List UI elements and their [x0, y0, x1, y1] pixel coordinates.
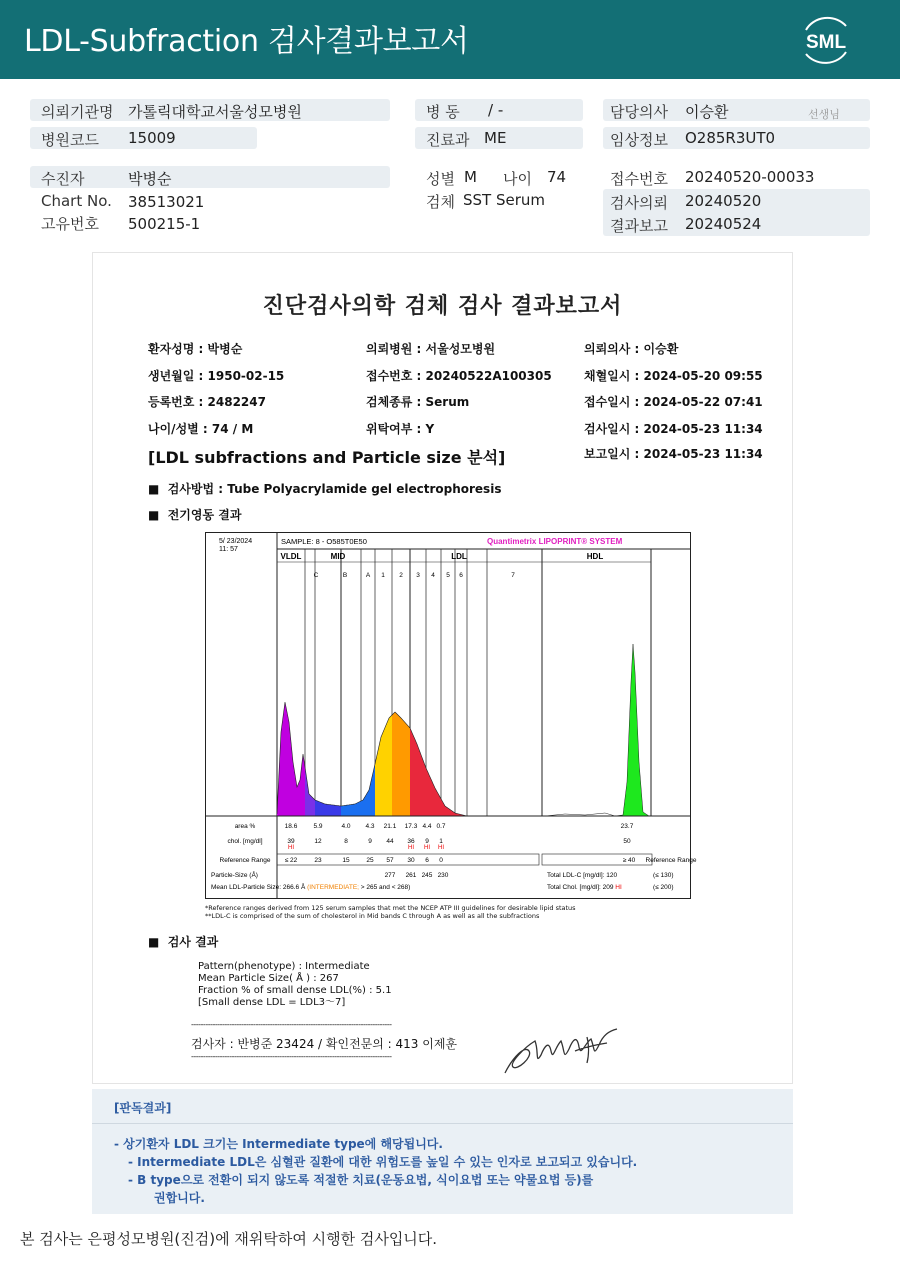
dash-top: ------------------------------------------------------------------------------------ — [191, 1020, 392, 1029]
patient-value: 박병순 — [128, 170, 172, 188]
hcode-label: 병원코드 — [41, 131, 99, 149]
psize-value: 277 — [384, 872, 396, 879]
band-label: 2 — [399, 572, 403, 579]
hospital-label: 의뢰기관명 — [41, 103, 114, 121]
ref-value: 0 — [439, 857, 443, 864]
ref-value: 25 — [366, 857, 374, 864]
footnote-1: *Reference ranges derived from 125 serum samples that met the NCEP ATP III guidelines for desirable lipid status — [205, 904, 576, 912]
total-chol: Total Chol. [mg/dl]: 209 HI — [547, 884, 622, 891]
area-value: 4.3 — [365, 823, 375, 830]
area-value: 4.0 — [341, 823, 351, 830]
chart-brand: Quantimetrix LIPOPRINT® SYSTEM — [487, 537, 623, 546]
report-title: LDL-Subfraction 검사결과보고서 — [24, 24, 469, 59]
dash-bottom: ------------------------------------------------------------------------------------ — [191, 1052, 392, 1061]
scanned-report — [92, 252, 793, 1084]
area-value: 5.9 — [313, 823, 323, 830]
footnote-2: **LDL-C is comprised of the sum of cholesterol in Mid bands C through A as well as all the subfractions — [205, 912, 540, 920]
ref-label-right: Reference Range — [645, 857, 697, 864]
total-chol-flag: HI — [615, 884, 622, 891]
psize-value: 261 — [405, 872, 417, 879]
band-label: B — [342, 572, 348, 579]
area-label: area % — [234, 823, 256, 830]
chart-value: 38513021 — [128, 193, 205, 211]
electro-text: 전기영동 결과 — [167, 508, 242, 522]
chol-label: chol. [mg/dl] — [227, 838, 263, 845]
psize-label: Particle-Size (Å) — [211, 872, 258, 879]
ref-value: 30 — [407, 857, 415, 864]
dept-value: ME — [484, 129, 507, 147]
doctor-signature — [495, 1021, 625, 1083]
age-label: 나이 — [503, 170, 532, 188]
area-value: 17.3 — [404, 823, 418, 830]
doc-regno: 등록번호 : 2482247 — [148, 395, 266, 409]
chart-label: Chart No. — [41, 192, 112, 210]
doc-agesex: 나이/성별 : 74 / M — [148, 422, 254, 436]
panel-line-3: - B type으로 전환이 되지 않도록 적절한 치료(운동요법, 식이요법 또는 약물요법 등)를 — [128, 1173, 594, 1187]
chol-value: 39 — [287, 838, 295, 845]
report-header — [0, 0, 900, 79]
band-label: 1 — [381, 572, 385, 579]
chol-value: 12 — [314, 838, 322, 845]
area-value: 4.4 — [422, 823, 432, 830]
doc-patient-name: 환자성명 : 박병순 — [148, 342, 243, 356]
inspector-line: 검사자 : 반병준 23424 / 확인전문의 : 413 이제훈 — [191, 1037, 458, 1051]
age-value: 74 — [547, 168, 567, 186]
panel-line-2: - Intermediate LDL은 심혈관 질환에 대한 위험도를 높일 수 있는 인자로 보고되고 있습니다. — [128, 1155, 638, 1169]
method-bullet: ■ 검사방법 : Tube Polyacrylamide gel electrophoresis — [148, 482, 502, 496]
doc-heading: [LDL subfractions and Particle size 분석] — [148, 448, 506, 467]
interpretation-panel — [92, 1089, 793, 1214]
chart-sample: SAMPLE: 8 - O585T0E50 — [281, 537, 367, 546]
hi-flag: HI — [438, 845, 444, 851]
doc-birth: 생년월일 : 1950-02-15 — [148, 369, 285, 383]
sex-value: M — [464, 168, 477, 186]
ref-value: 23 — [314, 857, 322, 864]
doc-consign: 위탁여부 : Y — [366, 422, 435, 436]
clinical-value: O285R3UT0 — [685, 129, 776, 147]
band-label: 4 — [431, 572, 435, 579]
chart-time: 11: 57 — [219, 546, 238, 553]
chol-value: 1 — [439, 838, 443, 845]
logo-text: SML — [805, 32, 847, 53]
area-value: 0.7 — [436, 823, 446, 830]
chol-value: 44 — [386, 838, 394, 845]
clinical-label: 임상정보 — [610, 131, 668, 149]
doctor-suffix: 선생님 — [808, 108, 840, 121]
chol-value: 36 — [407, 838, 415, 845]
recno-value: 20240520-00033 — [685, 168, 815, 186]
result-pattern: Pattern(phenotype) : Intermediate — [198, 961, 370, 972]
result-sdldl: [Small dense LDL = LDL3～7] — [198, 997, 346, 1008]
mean-size: Mean LDL-Particle Size: 266.6 Å (INTERMEDIATE; > 265 and < 268) — [211, 884, 411, 891]
doc-title: 진단검사의학 검체 검사 결과보고서 — [262, 294, 623, 319]
ward-label: 병 동 — [426, 103, 460, 121]
doctor-label: 담당의사 — [610, 103, 668, 121]
result-size: Mean Particle Size( Å ) : 267 — [198, 973, 339, 984]
sex-label: 성별 — [426, 170, 455, 188]
band-label: C — [313, 572, 319, 579]
total-chol-ref: (≤ 200) — [653, 884, 674, 891]
doc-doctor: 의뢰의사 : 이승환 — [584, 342, 679, 356]
ref-value: 6 — [425, 857, 429, 864]
group-label: LDL — [451, 552, 467, 561]
psize-value: 245 — [421, 872, 433, 879]
report-value: 20240524 — [685, 215, 762, 233]
doctor-value: 이승환 — [685, 103, 729, 121]
doc-reported: 보고일시 : 2024-05-23 11:34 — [584, 447, 763, 461]
total-ldl: Total LDL-C [mg/dl]: 120 — [547, 872, 618, 879]
mean-rule: > 265 and < 268) — [360, 884, 411, 891]
req-label: 검사의뢰 — [610, 194, 668, 212]
panel-title: [판독결과] — [114, 1101, 172, 1115]
band-label: 6 — [459, 572, 463, 579]
specimen-value: SST Serum — [463, 191, 546, 209]
hdl-ref: ≥ 40 — [622, 857, 636, 864]
group-label: HDL — [586, 552, 604, 561]
electrophoresis-chart — [205, 532, 697, 902]
curve-segment — [392, 712, 410, 816]
group-label: VLDL — [280, 552, 302, 561]
hdl-chol: 50 — [623, 838, 631, 845]
group-label: MID — [330, 552, 346, 561]
method-text: 검사방법 : Tube Polyacrylamide gel electrophoresis — [167, 482, 502, 496]
hi-flag: HI — [424, 845, 430, 851]
doc-specimen: 검체종류 : Serum — [366, 395, 470, 409]
band-label: 7 — [511, 572, 515, 579]
report-label: 결과보고 — [610, 217, 668, 235]
ward-value: / - — [488, 101, 504, 119]
chol-value: 9 — [368, 838, 372, 845]
area-value: 21.1 — [383, 823, 397, 830]
chart-date: 5/ 23/2024 — [219, 538, 253, 545]
doc-recno: 접수번호 : 20240522A100305 — [366, 369, 552, 383]
total-ldl-ref: (≤ 130) — [653, 872, 674, 879]
patient-label: 수진자 — [41, 170, 85, 188]
doc-tested: 검사일시 : 2024-05-23 11:34 — [584, 422, 763, 436]
hospital-value: 가톨릭대학교서울성모병원 — [128, 103, 302, 121]
req-value: 20240520 — [685, 192, 762, 210]
chol-value: 8 — [344, 838, 348, 845]
result-heading: 검사 결과 — [167, 935, 219, 949]
sml-logo — [796, 12, 856, 68]
area-value: 18.6 — [284, 823, 298, 830]
ref-value: 15 — [342, 857, 350, 864]
hcode-value: 15009 — [128, 129, 176, 147]
ref-label: Reference Range — [219, 857, 271, 864]
doc-received: 접수일시 : 2024-05-22 07:41 — [584, 395, 763, 409]
doc-collect: 채혈일시 : 2024-05-20 09:55 — [584, 369, 763, 383]
hi-flag: HI — [408, 845, 414, 851]
band-label: 5 — [446, 572, 450, 579]
hdl-area: 23.7 — [620, 823, 634, 830]
band-label: 3 — [416, 572, 420, 579]
ref-value: 57 — [386, 857, 394, 864]
recno-label: 접수번호 — [610, 170, 668, 188]
footer-note: 본 검사는 은평성모병원(진검)에 재위탁하여 시행한 검사입니다. — [20, 1230, 438, 1248]
result-fraction: Fraction % of small dense LDL(%) : 5.1 — [198, 985, 392, 996]
hi-flag: HI — [288, 845, 294, 851]
ref-value: ≤ 22 — [284, 857, 298, 864]
result-bullet: ■ 검사 결과 — [148, 935, 219, 949]
psize-value: 230 — [437, 872, 449, 879]
panel-line-1: - 상기환자 LDL 크기는 Intermediate type에 해당됩니다. — [114, 1137, 443, 1151]
electro-bullet: ■ 전기영동 결과 — [148, 508, 242, 522]
chol-value: 9 — [425, 838, 429, 845]
specimen-label: 검체 — [426, 193, 455, 211]
mean-class: (INTERMEDIATE; — [307, 884, 361, 891]
uid-value: 500215-1 — [128, 215, 201, 233]
panel-divider — [92, 1123, 793, 1124]
doc-hospital: 의뢰병원 : 서울성모병원 — [366, 342, 496, 356]
panel-line-4: 권합니다. — [154, 1191, 205, 1205]
uid-label: 고유번호 — [41, 215, 99, 233]
dept-label: 진료과 — [426, 131, 470, 149]
band-label: A — [365, 572, 371, 579]
